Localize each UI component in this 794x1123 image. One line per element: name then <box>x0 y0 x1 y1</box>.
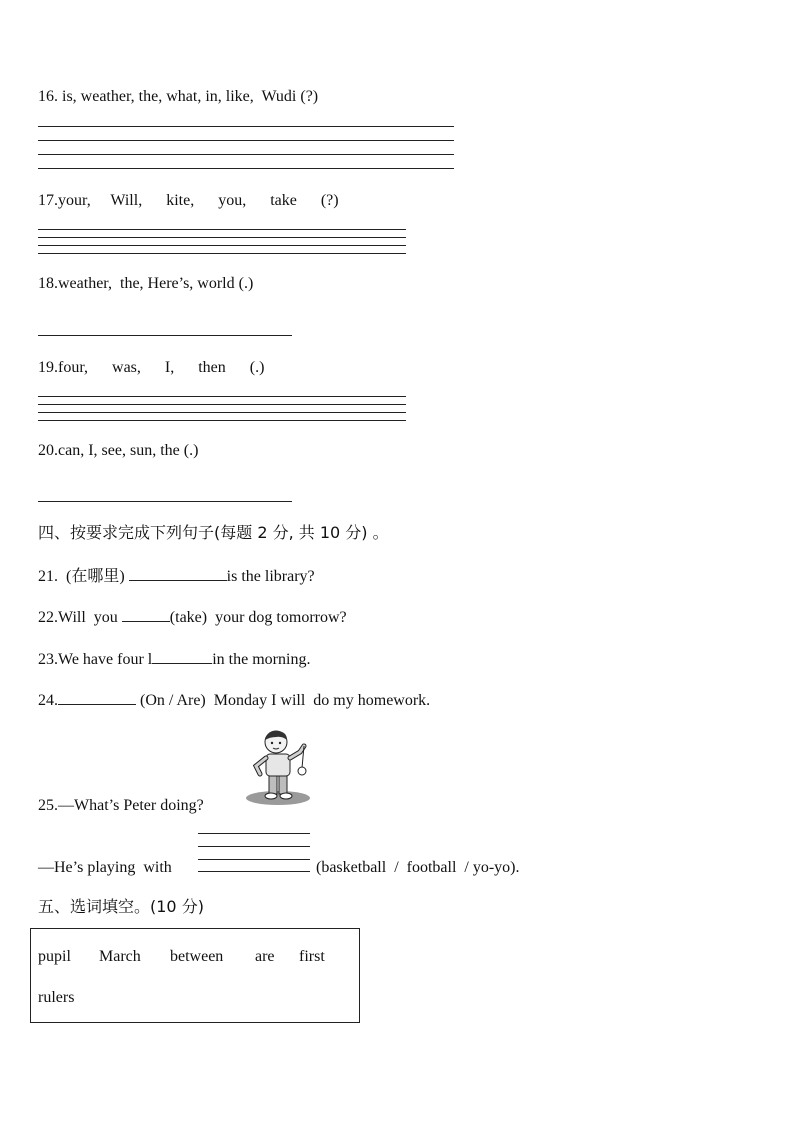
question-25: 25.—What’s Peter doing? <box>38 797 204 814</box>
question-22-prompt: 22.Will you <box>38 609 122 626</box>
question-16: 16. is, weather, the, what, in, like, Wudi (?) <box>38 88 319 105</box>
yoyo-icon <box>298 767 306 775</box>
question-23 <box>38 649 310 670</box>
section-5-heading: 五、选词填空。(10 分) <box>38 897 204 916</box>
word-bank-box <box>30 928 360 1023</box>
question-24 <box>38 690 430 711</box>
blank-23[interactable] <box>152 649 212 664</box>
answer-line-20 <box>38 501 292 502</box>
question-21-rest: is the library? <box>226 568 315 585</box>
question-20: 20.can, I, see, sun, the (.) <box>38 442 199 459</box>
question-19: 19.four, was, I, then (.) <box>38 359 265 376</box>
question-22 <box>38 607 347 628</box>
question-22-rest: (take) your dog tomorrow? <box>169 609 347 626</box>
section-4-heading: 四、按要求完成下列句子(每题 2 分, 共 10 分) 。 <box>38 523 389 542</box>
ground-shadow <box>246 791 310 805</box>
word-bank-item: March <box>99 948 141 965</box>
question-23-prompt: 23.We have four l <box>38 651 153 668</box>
word-bank-item: pupil <box>38 948 71 965</box>
blank-24[interactable] <box>58 690 136 705</box>
question-17: 17.your, Will, kite, you, take (?) <box>38 192 339 209</box>
question-18: 18.weather, the, Here’s, world (.) <box>38 275 254 292</box>
word-bank-item: rulers <box>38 989 75 1006</box>
word-bank-item: are <box>255 948 275 965</box>
question-24-prompt: 24. <box>38 692 58 709</box>
answer-25-options: (basketball / football / yo-yo). <box>312 859 520 876</box>
boy-with-yoyo-illustration <box>240 728 316 808</box>
question-24-rest: (On / Are) Monday I will do my homework. <box>136 692 431 709</box>
word-bank-item: first <box>299 948 325 965</box>
word-bank-item: between <box>170 948 224 965</box>
answer-line-18 <box>38 335 292 336</box>
blank-21[interactable] <box>129 566 227 581</box>
question-23-rest: in the morning. <box>212 651 311 668</box>
blank-22[interactable] <box>122 607 170 622</box>
question-21-prompt: 21. (在哪里) <box>38 568 129 585</box>
question-21 <box>38 566 315 587</box>
answer-25-prompt: —He’s playing with <box>38 859 172 876</box>
